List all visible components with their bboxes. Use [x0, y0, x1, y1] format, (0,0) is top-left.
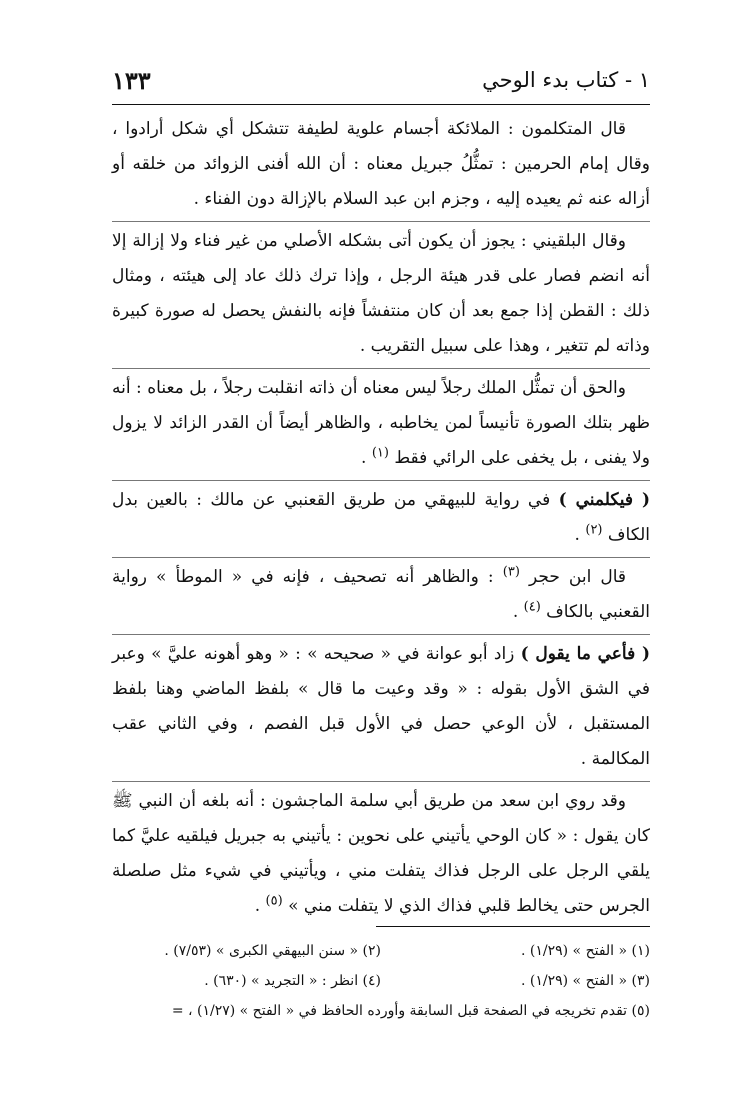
footnote-ref-2[interactable]: (٢): [585, 522, 603, 538]
chapter-title: ١ - كتاب بدء الوحي: [482, 68, 650, 92]
footnote-3: (٣) « الفتح » (١/٢٩) .: [520, 973, 650, 989]
paragraph-5: قال ابن حجر $^{(٣)}$ : والظاهر أنه تصحيف ، فإنه في « الموطأ » رواية القعنبي بالكاف $^{(٤)}$ .: [112, 557, 650, 630]
footnote-2: (٢) « سنن البيهقي الكبرى » (٧/٥٣) .: [164, 943, 381, 959]
footnote-ref-5[interactable]: (٥): [265, 893, 283, 909]
footnote-5: (٥) تقدم تخريجه في الصفحة قبل السابقة وأورده الحافظ في « الفتح » (١/٢٧) ، =: [171, 1003, 650, 1019]
paragraph-3: والحق أن تمثُّل الملك رجلاً ليس معناه أن ذاته انقلبت رجلاً ، بل معناه : أنه ظهر بتلك الصورة تأنيساً لمن يخاطبه ، والظاهر أيضاً أن القدر الزائد لا يزول ولا يفنى ، بل يخفى على الرائي فقط $^{(١)}$ .: [112, 368, 650, 476]
footnote-ref-1[interactable]: (١): [371, 445, 389, 461]
page-number: ١٣٣: [112, 65, 151, 95]
footnote-ref-4[interactable]: (٤): [523, 599, 541, 615]
footnote-separator: [376, 926, 650, 927]
running-header: [112, 58, 650, 102]
paragraph-2: وقال البلقيني : يجوز أن يكون أتى بشكله الأصلي من غير فناء ولا إزالة إلا أنه انضم فصار على قدر هيئة الرجل ، وإذا ترك ذلك عاد إلى هيئته ، ومثال ذلك : القطن إذا جمع بعد أن كان منتفشاً فإنه بالنفش يحصل له صورة كبيرة وذاته لم تتغير ، وهذا على سبيل التقريب .: [112, 221, 650, 364]
header-rule: [112, 104, 650, 105]
footnote-row: [112, 966, 650, 996]
paragraph-1: قال المتكلمون : الملائكة أجسام علوية لطيفة تتشكل أي شكل أرادوا ، وقال إمام الحرمين : تمثُّلُ جبريل معناه : أن الله أفنى الزوائد من خلقه أو أزاله عنه ثم يعيده إليه ، وجزم ابن عبد السلام بالإزالة دون الفناء .: [112, 119, 650, 209]
paragraph-6: ( فأعي ما يقول ) زاد أبو عوانة في « صحيحه » : « وهو أهونه عليَّ » وعبر في الشق الأول بقوله : « وقد وعيت ما قال » بلفظ الماضي وهنا بلفظ المستقبل ، لأن الوعي حصل في الأول قبل الفصم ، وفي الثاني عقب المكالمة .: [112, 634, 650, 777]
footnote-1: (١) « الفتح » (١/٢٩) .: [520, 943, 650, 959]
footnote-row: [112, 936, 650, 966]
main-text: [112, 112, 650, 924]
footnotes: [112, 936, 650, 1026]
paragraph-4: ( فيكلمني ) في رواية للبيهقي من طريق القعنبي عن مالك : بالعين بدل الكاف $^{(٢)}$ .: [112, 480, 650, 553]
footnote-4: (٤) انظر : « التجريد » (٦٣٠) .: [204, 973, 381, 989]
hadith-lemma: ( فيكلمني ): [558, 490, 651, 510]
footnote-ref-3[interactable]: (٣): [502, 564, 520, 580]
paragraph-7: وقد روي ابن سعد من طريق أبي سلمة الماجشون : أنه بلغه أن النبي ﷺ كان يقول : « كان الوحي يأتيني على نحوين : يأتيني به جبريل فيلقيه عليَّ كما يلقي الرجل على الرجل فذاك يتفلت مني ، ويأتيني في شيء مثل صلصلة الجرس حتى يخالط قلبي فذاك الذي لا يتفلت مني » $^{(٥)}$ .: [112, 781, 650, 924]
hadith-lemma: ( فأعي ما يقول ): [520, 644, 650, 664]
